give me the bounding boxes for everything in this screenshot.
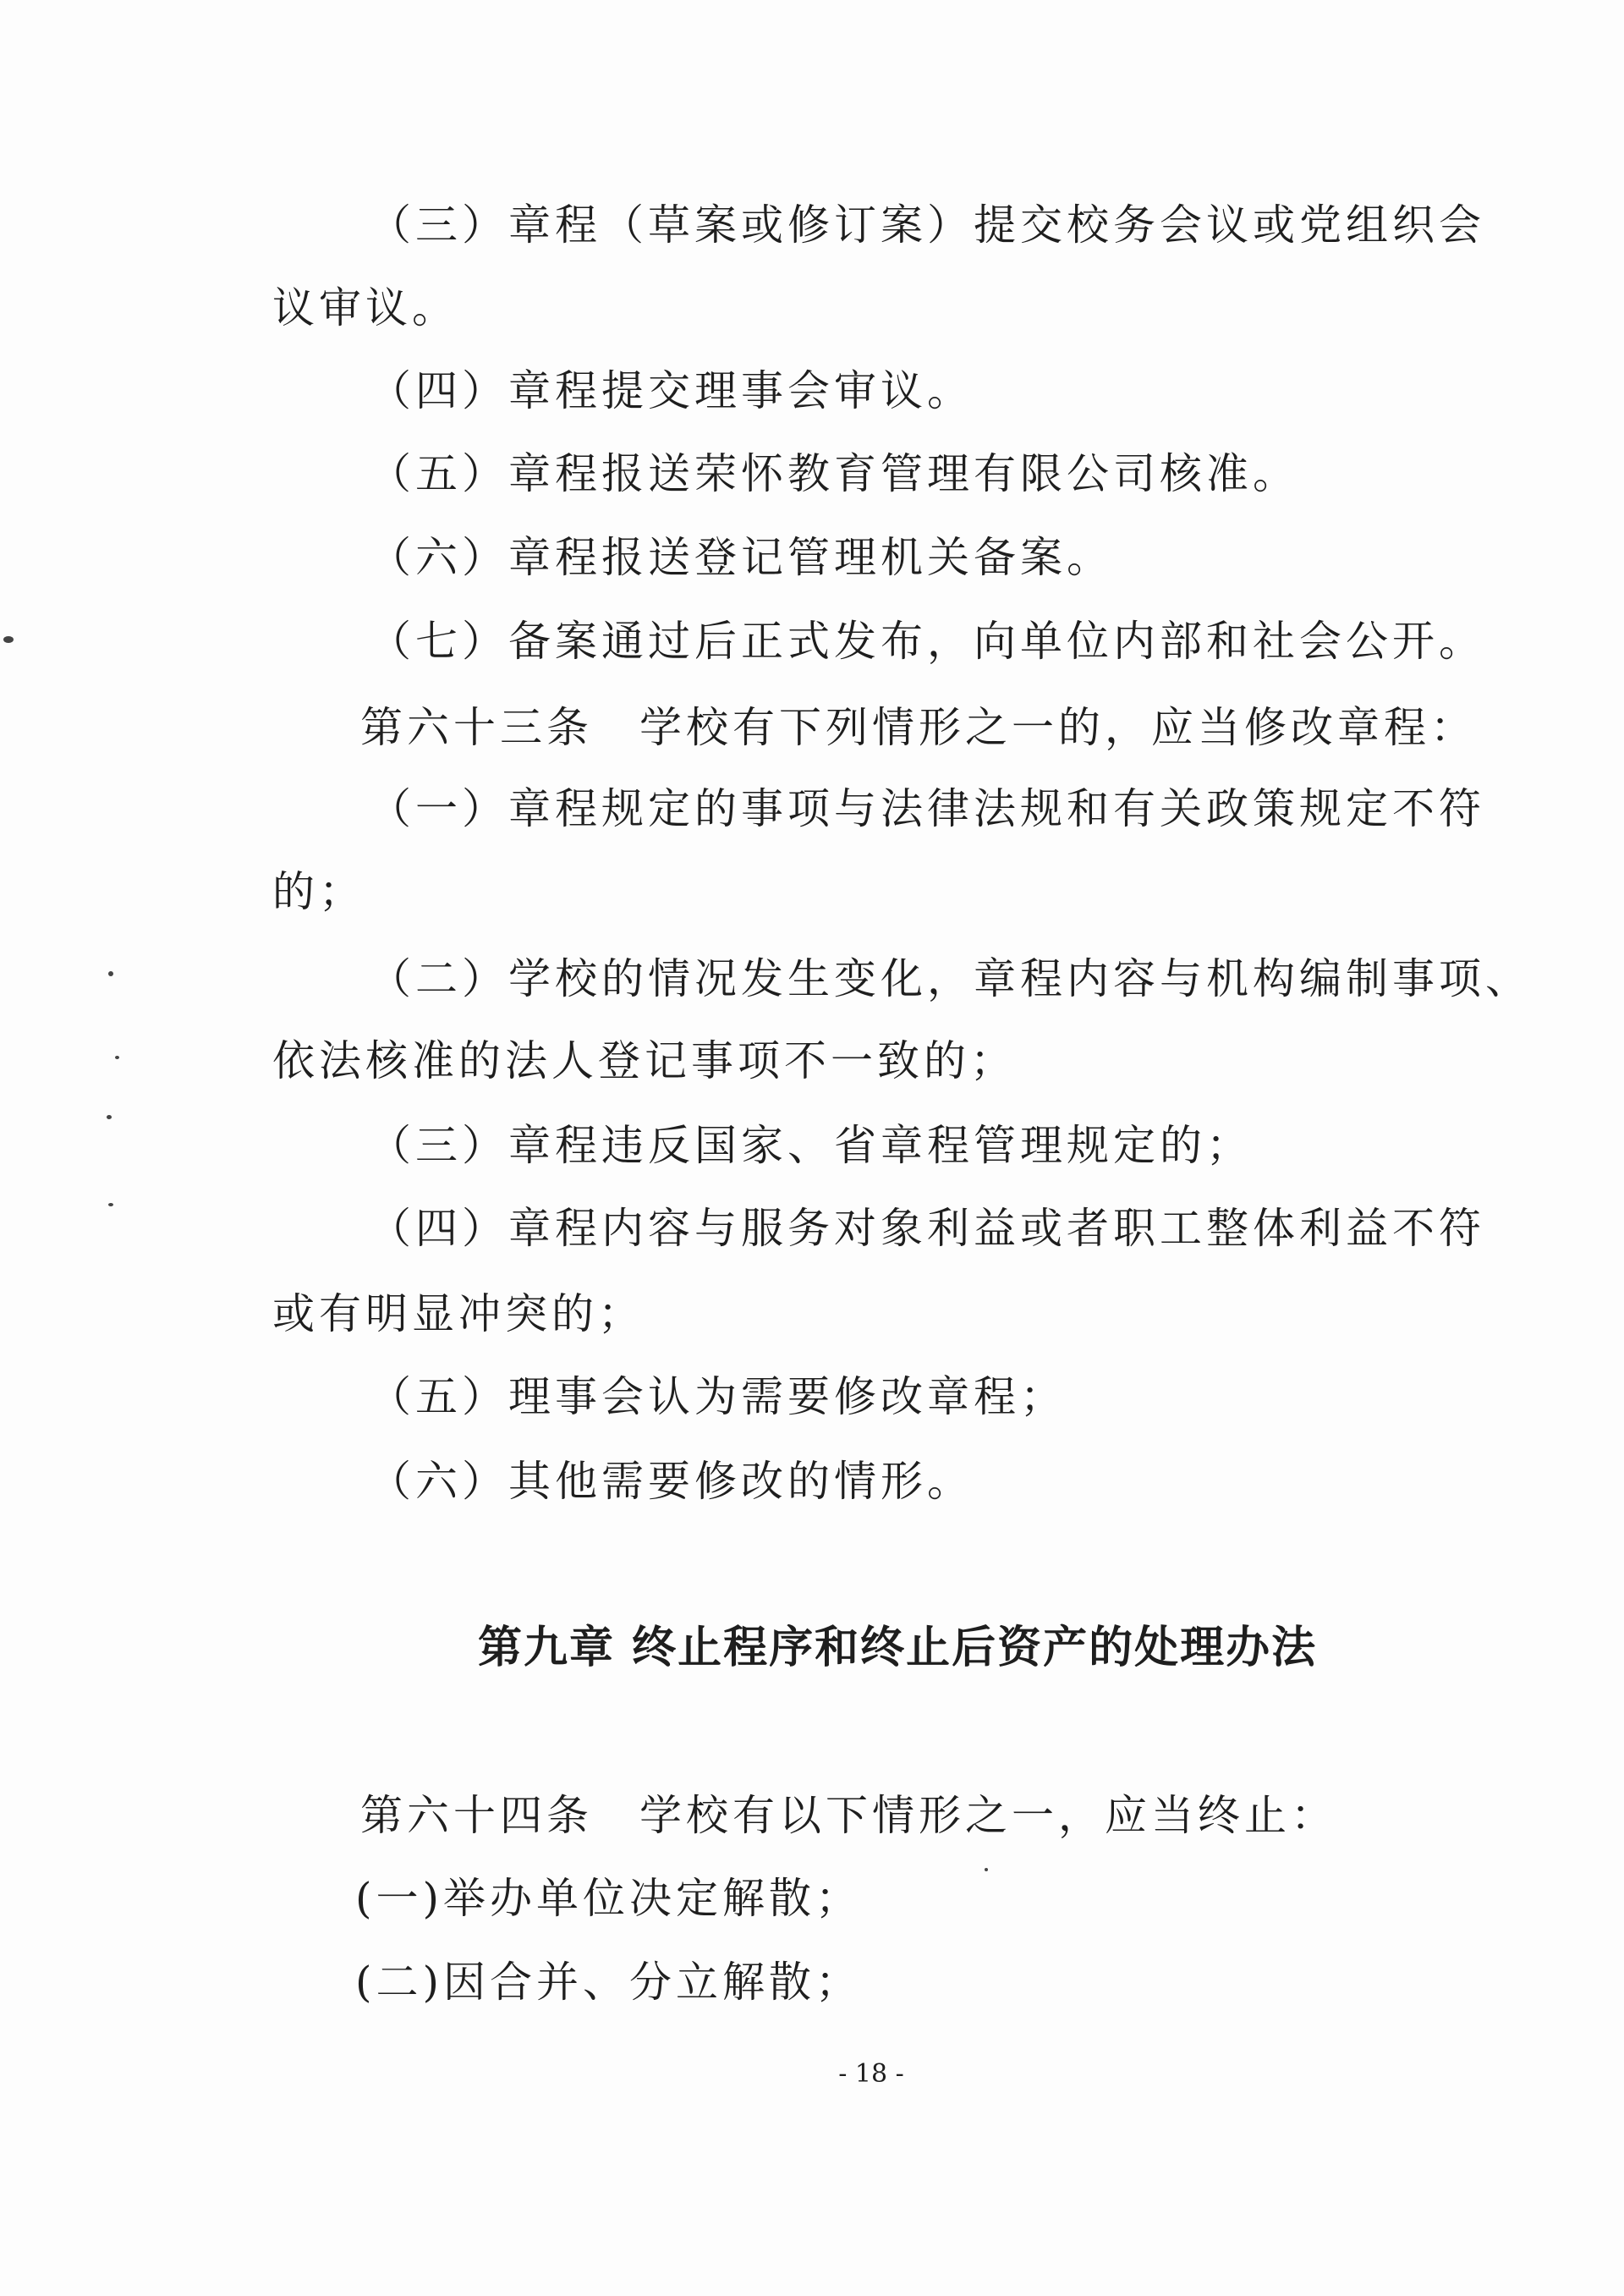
scan-speck xyxy=(985,1868,988,1871)
article-line: 第六十三条 学校有下列情形之一的，应当修改章程： xyxy=(360,703,1477,752)
text-line: 的； xyxy=(272,867,365,916)
scan-speck xyxy=(3,636,14,643)
article-line: 第六十四条 学校有以下情形之一，应当终止： xyxy=(360,1791,1337,1840)
text-line: （五）理事会认为需要修改章程； xyxy=(369,1372,1067,1421)
text-line: （五）章程报送荣怀教育管理有限公司核准。 xyxy=(369,449,1299,498)
chapter-heading: 第九章 终止程序和终止后资产的处理办法 xyxy=(478,1622,1318,1673)
text-line: （六）其他需要修改的情形。 xyxy=(369,1457,974,1506)
text-line: (二)因合并、分立解散； xyxy=(355,1958,863,2007)
text-line: （七）备案通过后正式发布，向单位内部和社会公开。 xyxy=(369,617,1485,666)
text-line: （一）章程规定的事项与法律法规和有关政策规定不符 xyxy=(369,784,1485,833)
text-line: （三）章程违反国家、省章程管理规定的； xyxy=(369,1121,1253,1170)
scan-speck xyxy=(115,1056,119,1059)
text-line: （六）章程报送登记管理机关备案。 xyxy=(369,533,1113,582)
scan-speck xyxy=(108,1203,113,1206)
text-line: （四）章程内容与服务对象利益或者职工整体利益不符 xyxy=(369,1204,1485,1253)
text-line: （三）章程（草案或修订案）提交校务会议或党组织会 xyxy=(369,200,1485,250)
text-line: 依法核准的法人登记事项不一致的； xyxy=(272,1036,1017,1085)
text-line: （四）章程提交理事会审议。 xyxy=(369,366,974,415)
scan-speck xyxy=(107,1115,112,1119)
text-line: 议审议。 xyxy=(272,283,458,332)
scan-speck xyxy=(108,971,113,976)
text-line: (一)举办单位决定解散； xyxy=(355,1874,863,1923)
page-number: - 18 - xyxy=(838,2059,904,2089)
text-line: （二）学校的情况发生变化，章程内容与机构编制事项、 xyxy=(369,954,1532,1003)
text-line: 或有明显冲突的； xyxy=(272,1289,645,1338)
